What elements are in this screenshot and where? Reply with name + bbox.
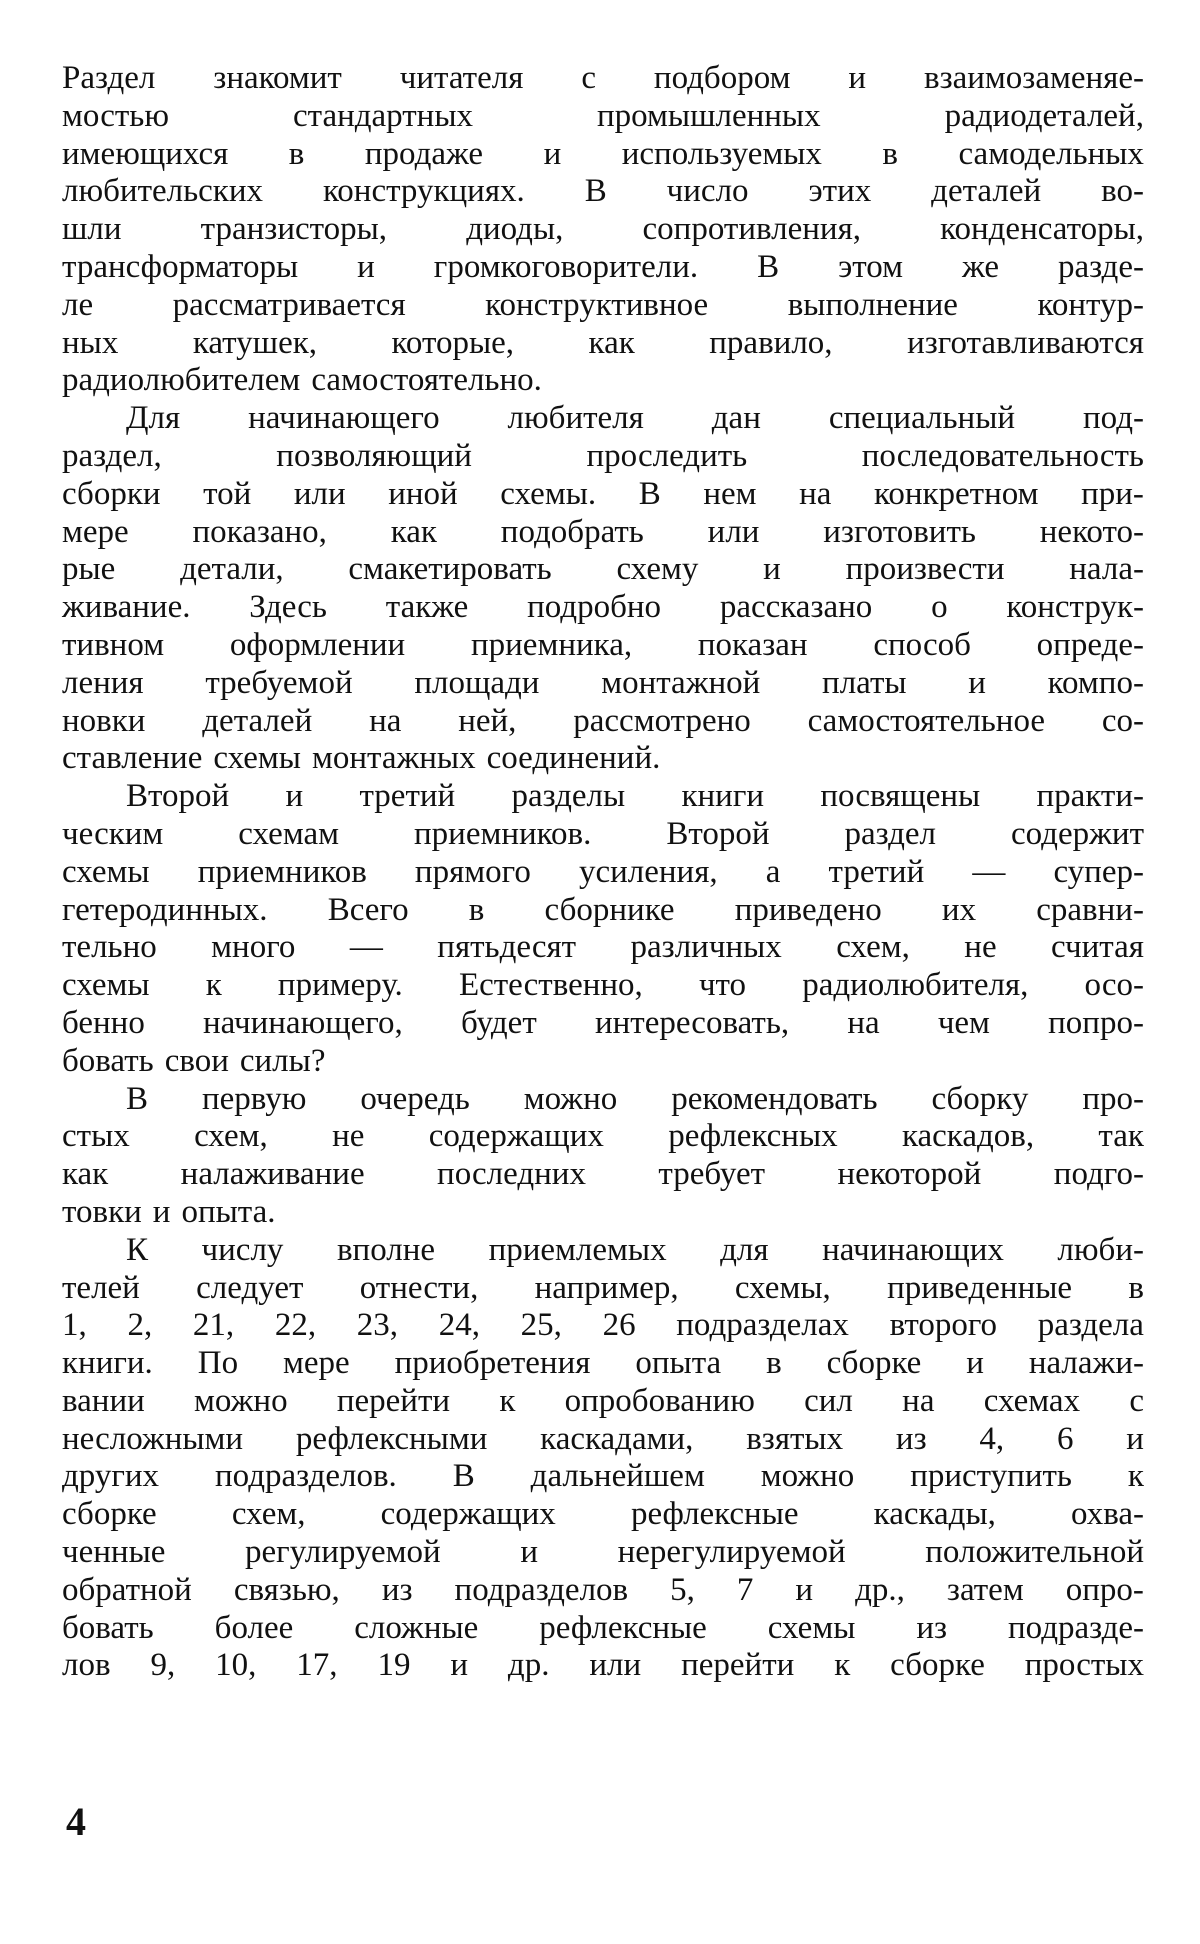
- paragraph: [62, 60, 1144, 400]
- body-text: [62, 60, 1144, 1685]
- text-line: тельно много — пятьдесят различных схем, не считая: [62, 929, 1144, 966]
- text-line: Раздел знакомит читателя с подбором и взаимозаменяе-: [62, 60, 1144, 96]
- text-line: вании можно перейти к опробованию сил на схемах с: [62, 1382, 1144, 1419]
- text-line: несложными рефлексными каскадами, взятых из 4, 6 и: [62, 1420, 1144, 1457]
- text-line: ле рассматривается конструктивное выполнение контур-: [62, 286, 1144, 323]
- text-line: обратной связью, из подразделов 5, 7 и др., затем опро-: [62, 1571, 1144, 1608]
- paragraph: [62, 778, 1144, 1080]
- text-line: имеющихся в продаже и используемых в самодельных: [62, 135, 1144, 172]
- page-number: 4: [66, 1799, 86, 1844]
- text-line: других подразделов. В дальнейшем можно приступить к: [62, 1458, 1144, 1495]
- text-line: Второй и третий разделы книги посвящены практи-: [126, 778, 1144, 815]
- text-line: сборке схем, содержащих рефлексные каскады, охва-: [62, 1496, 1144, 1533]
- text-line: новки деталей на ней, рассмотрено самостоятельное со-: [62, 702, 1144, 739]
- text-line: схемы приемников прямого усиления, а третий — супер-: [62, 853, 1144, 890]
- text-line: мере показано, как подобрать или изготовить некото-: [62, 513, 1144, 550]
- text-line: товки и опыта.: [62, 1193, 276, 1230]
- text-line: бовать свои силы?: [62, 1042, 326, 1079]
- text-line: стых схем, не содержащих рефлексных каскадов, так: [62, 1118, 1144, 1155]
- text-line: ления требуемой площади монтажной платы и компо-: [62, 664, 1144, 701]
- text-line: телей следует отнести, например, схемы, приведенные в: [62, 1269, 1144, 1306]
- text-line: трансформаторы и громкоговорители. В этом же разде-: [62, 248, 1144, 285]
- text-line: Для начинающего любителя дан специальный под-: [126, 400, 1144, 437]
- text-line: рые детали, смакетировать схему и произвести нала-: [62, 551, 1144, 588]
- text-line: бенно начинающего, будет интересовать, на чем попро-: [62, 1004, 1144, 1041]
- text-line: шли транзисторы, диоды, сопротивления, конденсаторы,: [62, 211, 1144, 248]
- text-line: В первую очередь можно рекомендовать сборку про-: [126, 1080, 1144, 1117]
- text-line: схемы к примеру. Естественно, что радиолюбителя, осо-: [62, 967, 1144, 1004]
- text-line: раздел, позволяющий проследить последовательность: [62, 437, 1144, 474]
- paragraph: [62, 1232, 1144, 1686]
- text-line: книги. По мере приобретения опыта в сборке и налажи-: [62, 1345, 1144, 1382]
- paragraph: [62, 400, 1144, 778]
- paragraph: [62, 1081, 1144, 1232]
- text-line: ставление схемы монтажных соединений.: [62, 740, 661, 777]
- text-line: К числу вполне приемлемых для начинающих люби-: [126, 1231, 1144, 1268]
- text-line: бовать более сложные рефлексные схемы из подразде-: [62, 1609, 1144, 1646]
- text-line: 1, 2, 21, 22, 23, 24, 25, 26 подразделах второго раздела: [62, 1307, 1144, 1344]
- text-line: как налаживание последних требует некоторой подго-: [62, 1156, 1144, 1193]
- text-line: ных катушек, которые, как правило, изготавливаются: [62, 324, 1144, 361]
- text-line: ченные регулируемой и нерегулируемой положительной: [62, 1534, 1144, 1571]
- text-line: гетеродинных. Всего в сборнике приведено их сравни-: [62, 891, 1144, 928]
- text-line: тивном оформлении приемника, показан способ опреде-: [62, 626, 1144, 663]
- text-line: лов 9, 10, 17, 19 и др. или перейти к сборке простых: [62, 1647, 1144, 1684]
- text-line: любительских конструкциях. В число этих деталей во-: [62, 173, 1144, 210]
- text-line: сборки той или иной схемы. В нем на конкретном при-: [62, 475, 1144, 512]
- text-line: ческим схемам приемников. Второй раздел содержит: [62, 815, 1144, 852]
- text-line: живание. Здесь также подробно рассказано о конструк-: [62, 589, 1144, 626]
- text-line: мостью стандартных промышленных радиодеталей,: [62, 97, 1144, 134]
- text-line: радиолюбителем самостоятельно.: [62, 362, 542, 399]
